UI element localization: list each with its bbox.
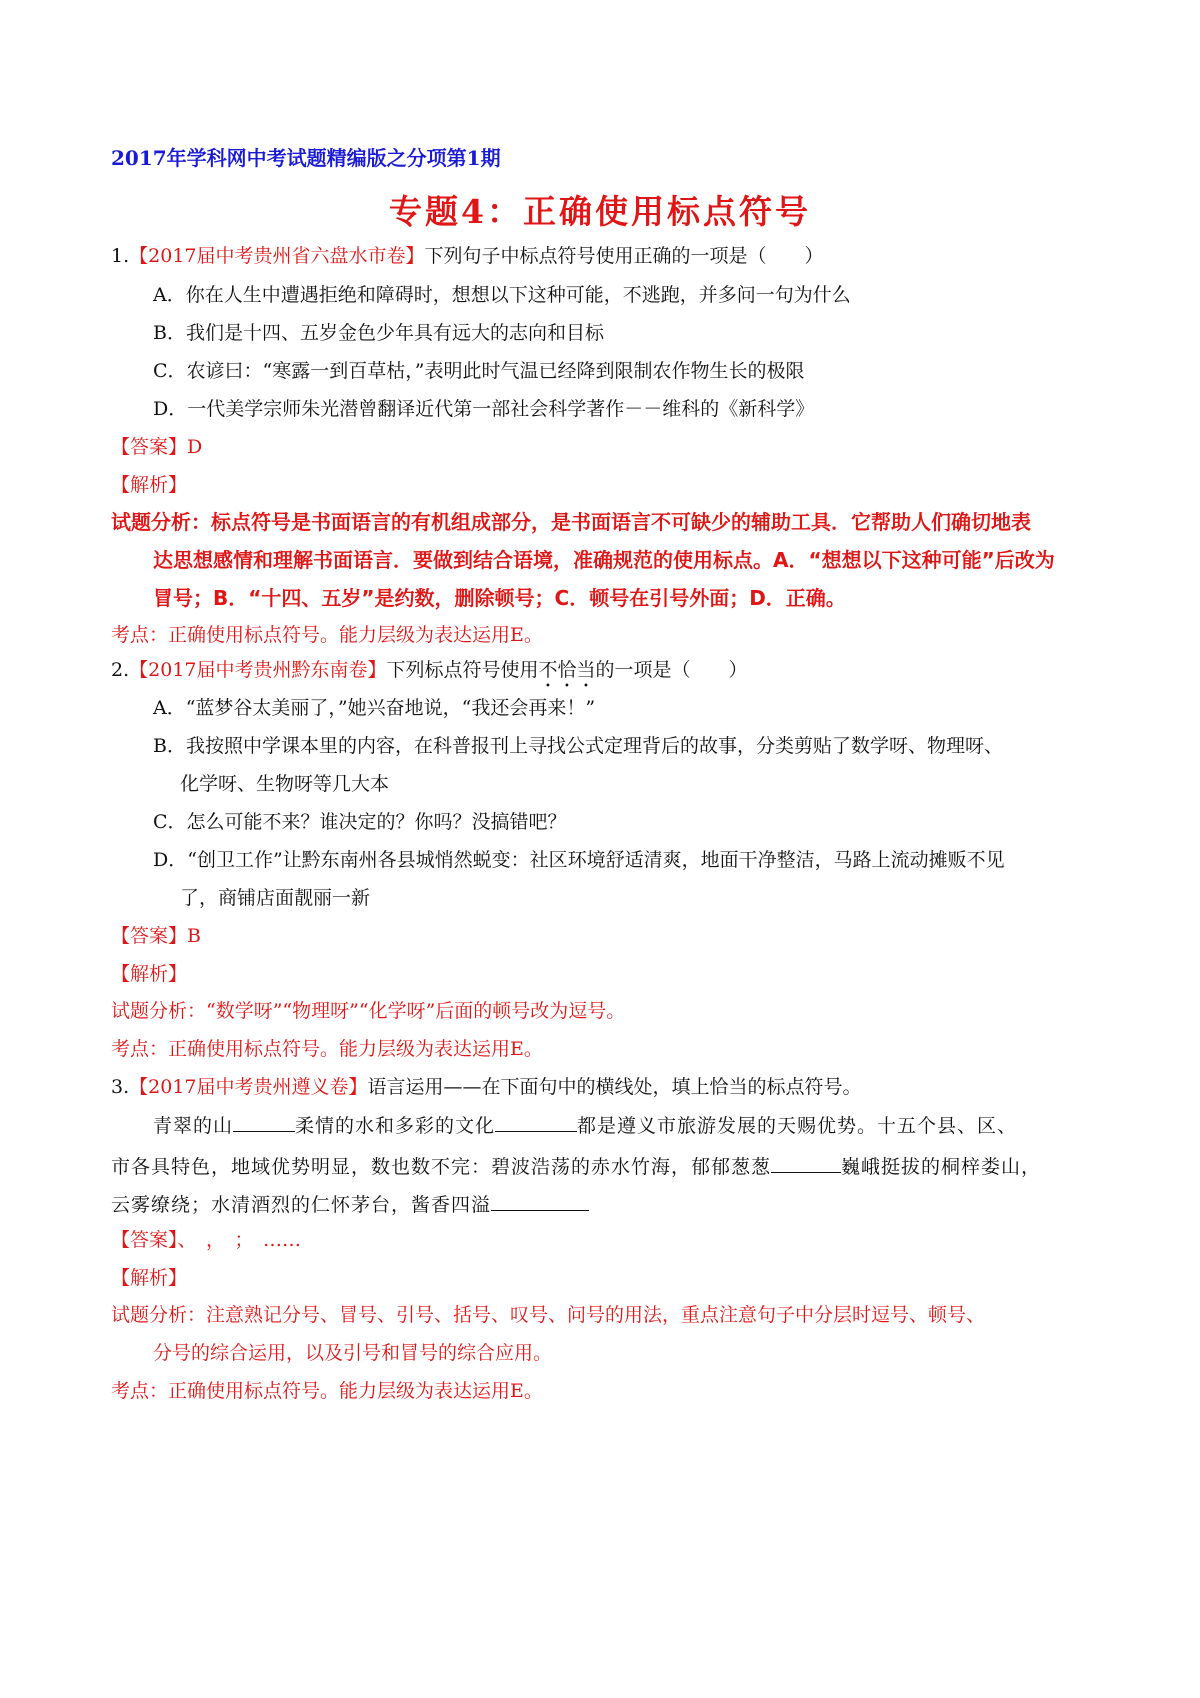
- answer-label: 【答案】: [111, 925, 188, 947]
- q1-option-d: D．一代美学宗师朱光潜曾翻译近代第一部社会科学著作－－维科的《新科学》: [153, 398, 815, 420]
- answer-label: 【答案】: [111, 1229, 178, 1251]
- question-3-stem: [111, 1074, 862, 1100]
- answer-value: D: [187, 436, 203, 458]
- q2-analysis-label: 【解析】: [111, 963, 188, 985]
- q3-analysis-label: 【解析】: [111, 1267, 188, 1289]
- q3-answer: [111, 1227, 301, 1253]
- q2-option-b: B．我按照中学课本里的内容，在科普报刊上寻找公式定理背后的故事，分类剪贴了数学呀、物理呀、: [153, 735, 1003, 757]
- passage-text: 市各具特色，地域优势明显，数也数不完：碧波浩荡的赤水竹海，郁郁葱葱: [111, 1156, 772, 1178]
- q1-analysis-line: 冒号；B．“十四、五岁”是约数，删除顿号；C．顿号在引号外面；D．正确。: [153, 586, 846, 610]
- fill-blank-2[interactable]: [495, 1111, 577, 1132]
- question-number: 2.: [111, 659, 130, 681]
- q1-analysis-label: 【解析】: [111, 474, 188, 496]
- passage-text: 云雾缭绕；水清酒烈的仁怀茅台，酱香四溢: [111, 1194, 492, 1216]
- fill-blank-1[interactable]: [233, 1111, 295, 1132]
- q2-option-c: C．怎么可能不来？谁决定的？你吗？没搞错吧？: [153, 811, 567, 833]
- q3-analysis-line: 分号的综合运用，以及引号和冒号的综合应用。: [153, 1342, 553, 1364]
- question-number: 3.: [111, 1076, 130, 1098]
- question-2-stem: [111, 657, 748, 692]
- answer-label: 【答案】: [111, 436, 188, 458]
- series-header: 2017年学科网中考试题精编版之分项第1期: [111, 146, 501, 170]
- q2-answer: [111, 923, 201, 949]
- passage-text: 青翠的山: [153, 1115, 234, 1137]
- q2-option-a: A．“蓝梦谷太美丽了，”她兴奋地说，“我还会再来！”: [153, 697, 596, 719]
- question-source: 【2017届中考贵州省六盘水市卷】: [129, 245, 425, 267]
- question-source: 【2017届中考贵州遵义卷】: [129, 1076, 368, 1098]
- page-title: 专题4：正确使用标点符号: [389, 192, 811, 231]
- q1-kaodian: 考点：正确使用标点符号。能力层级为表达运用E。: [111, 624, 543, 646]
- q1-option-a: A．你在人生中遭遇拒绝和障碍时，想想以下这种可能，不逃跑，并多问一句为什么: [153, 284, 851, 306]
- passage-text: 柔情的水和多彩的文化: [295, 1115, 496, 1137]
- question-text: 语言运用——在下面句中的横线处，填上恰当的标点符号。: [367, 1076, 862, 1098]
- question-source: 【2017届中考贵州黔东南卷】: [129, 659, 387, 681]
- question-text: 下列标点符号使用: [386, 659, 539, 681]
- q2-kaodian: 考点：正确使用标点符号。能力层级为表达运用E。: [111, 1038, 543, 1060]
- q1-answer: [111, 434, 202, 460]
- fill-blank-4[interactable]: [491, 1190, 589, 1211]
- q2-analysis: 试题分析：“数学呀”“物理呀”“化学呀”后面的顿号改为逗号。: [111, 1000, 626, 1022]
- q2-option-d-cont: 了，商铺店面靓丽一新: [180, 887, 371, 909]
- q2-option-d: D．“创卫工作”让黔东南州各县城悄然蜕变：社区环境舒适清爽，地面干净整洁，马路上流动摊贩不见: [153, 849, 1005, 871]
- passage-text: 都是遵义市旅游发展的天赐优势。十五个县、区、: [577, 1115, 1018, 1137]
- answer-value: 、 ， ； ……: [177, 1229, 302, 1251]
- question-text-tail: 的一项是（ ）: [595, 659, 748, 681]
- q1-analysis-line: 达思想感情和理解书面语言．要做到结合语境，准确规范的使用标点。A．“想想以下这种可能”后改为: [153, 548, 1055, 572]
- emphasized-text: 不恰当: [538, 659, 596, 681]
- question-number: 1.: [111, 245, 130, 267]
- q2-option-b-cont: 化学呀、生物呀等几大本: [180, 773, 390, 795]
- passage-text: 巍峨挺拔的桐梓娄山，: [841, 1156, 1042, 1178]
- q3-passage-line-3: [111, 1190, 589, 1218]
- q3-passage-line-2: [111, 1152, 1041, 1180]
- q3-passage-line-1: [153, 1111, 1017, 1139]
- q3-kaodian: 考点：正确使用标点符号。能力层级为表达运用E。: [111, 1380, 543, 1402]
- q1-option-b: B．我们是十四、五岁金色少年具有远大的志向和目标: [153, 322, 604, 344]
- q3-analysis-line: 试题分析：注意熟记分号、冒号、引号、括号、叹号、问号的用法，重点注意句子中分层时逗号、顿号、: [111, 1304, 986, 1326]
- answer-value: B: [187, 925, 201, 947]
- q1-option-c: C．农谚曰：“寒露一到百草枯，”表明此时气温已经降到限制农作物生长的极限: [153, 360, 805, 382]
- question-text: 下列句子中标点符号使用正确的一项是（ ）: [424, 245, 824, 267]
- fill-blank-3[interactable]: [771, 1152, 841, 1173]
- q1-analysis-line: 试题分析：标点符号是书面语言的有机组成部分，是书面语言不可缺少的辅助工具．它帮助人们确切地表: [111, 510, 1031, 534]
- question-1-stem: [111, 243, 824, 269]
